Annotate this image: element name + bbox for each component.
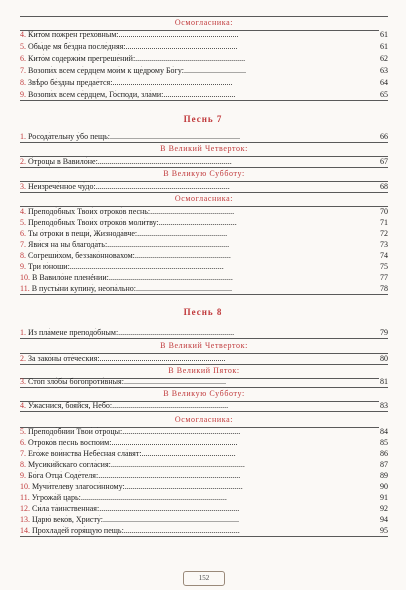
entry-number: 5. [20, 427, 26, 436]
toc-entry[interactable] [20, 354, 388, 365]
toc-entry[interactable] [20, 251, 388, 261]
entry-title: Кито́м пожре́н грехо́вным: [28, 30, 119, 39]
toc-entry[interactable] [20, 482, 388, 492]
leader-dots: ............................................................ [112, 78, 233, 87]
section-header: В Великий Четверток: [20, 143, 388, 157]
leader-dots: ....................................... [158, 218, 237, 227]
entry-page: 72 [380, 229, 388, 238]
toc-entry[interactable] [20, 132, 388, 143]
entry-page: 91 [380, 493, 388, 502]
entry-number: 6. [20, 229, 26, 238]
entry-title: В Вавило́не пленéнии: [32, 273, 109, 282]
entry-number: 11. [20, 493, 30, 502]
entry-title: Согреши́хом, беззако́нновахом: [28, 251, 135, 260]
toc-entry[interactable] [20, 401, 388, 412]
toc-entry[interactable] [20, 493, 388, 503]
leader-dots: ........................................................... [122, 427, 241, 436]
entry-page: 77 [380, 273, 388, 282]
toc-entry[interactable] [20, 262, 388, 272]
toc-entry[interactable] [20, 504, 388, 514]
entry-title: Звѣ́ро бе́здны предае́тся: [28, 78, 113, 87]
entry-number: 4. [20, 30, 26, 39]
section-header: В Великую Субботу: [20, 388, 388, 402]
leader-dots: ......................................................................... [80, 493, 227, 502]
entry-number: 4. [20, 207, 26, 216]
entry-page: 63 [380, 66, 388, 75]
leader-dots: ................................................................... [97, 157, 232, 166]
toc-entry[interactable] [20, 240, 388, 250]
entry-page: 71 [380, 218, 388, 227]
entry-page: 62 [380, 54, 388, 63]
entry-page: 86 [380, 449, 388, 458]
entry-title: Три ю́ноши: [28, 262, 70, 271]
toc-entry[interactable] [20, 54, 388, 64]
leader-dots: ................................................................... [95, 182, 230, 191]
entry-page: 75 [380, 262, 388, 271]
entry-title: Стоп зло́бы богопроти́вныя: [28, 377, 124, 386]
entry-page: 70 [380, 207, 388, 216]
entry-number: 14. [20, 526, 30, 535]
entry-title: Обы́де мя бе́здна после́дняя: [28, 42, 126, 51]
toc-entry[interactable] [20, 90, 388, 101]
entry-title: Преподо́бных Твои́х отроко́в моли́тву: [28, 218, 159, 227]
entry-page: 83 [380, 401, 388, 410]
leader-dots: ............................................................... [99, 354, 226, 363]
entry-number: 7. [20, 240, 26, 249]
leader-dots: ................................................................. [109, 132, 240, 141]
section-header: В Великую Субботу: [20, 168, 388, 182]
entry-title: Отроко́в песнь воспои́м: [28, 438, 112, 447]
toc-entry[interactable] [20, 526, 388, 537]
leader-dots: .................................................................... [102, 515, 239, 524]
leader-dots: ........................................................ [125, 42, 238, 51]
entry-title: О́троцы в Вавило́не: [28, 157, 98, 166]
leader-dots: ................................................ [134, 251, 231, 260]
entry-title: Мусики́йскаго согла́сия: [28, 460, 111, 469]
entry-title: Прохладе́й горя́щую пещь: [32, 526, 124, 535]
leader-dots: ............................... [183, 66, 246, 75]
entry-number: 5. [20, 218, 26, 227]
entry-page: 66 [380, 132, 388, 141]
toc-entry[interactable] [20, 182, 388, 193]
entry-title: Преподо́бных Твои́х отроко́в песнь: [28, 207, 151, 216]
leader-dots: .............................................................. [108, 273, 233, 282]
toc-entry[interactable] [20, 66, 388, 76]
entry-title: Неизрече́нное чу́до: [28, 182, 96, 191]
entry-page: 90 [380, 482, 388, 491]
leader-dots: ....................................................... [135, 54, 246, 63]
leader-dots: ............................................................... [111, 438, 238, 447]
entry-title: За зако́ны оте́ческия: [28, 354, 100, 363]
entry-title: Си́ла та́инственная: [32, 504, 100, 513]
entry-number: 2. [20, 157, 26, 166]
toc-entry[interactable] [20, 229, 388, 239]
entry-page: 89 [380, 471, 388, 480]
toc-entry[interactable] [20, 30, 388, 40]
entry-page: 64 [380, 78, 388, 87]
entry-number: 5. [20, 42, 26, 51]
entry-page: 80 [380, 354, 388, 363]
entry-number: 9. [20, 90, 26, 99]
leader-dots: ............................................................ [118, 30, 239, 39]
leader-dots: .................................... [163, 90, 236, 99]
toc-entry[interactable] [20, 460, 388, 470]
entry-number: 1. [20, 132, 26, 141]
leader-dots: .......................................................... [118, 328, 235, 337]
entry-title: Возопи́х всем се́рдцем, Го́споди, зла́ми: [28, 90, 164, 99]
entry-title: В пусты́ни купину́, неопа́льно: [31, 284, 136, 293]
entry-title: Росода́тельну у́бо пещь: [28, 132, 110, 141]
entry-number: 9. [20, 471, 26, 480]
entry-number: 7. [20, 449, 26, 458]
entry-page: 65 [380, 90, 388, 99]
leader-dots: ............................................. [137, 229, 228, 238]
leader-dots: ....................................................................... [98, 471, 241, 480]
section-header: Осмогласника: [20, 193, 388, 207]
entry-number: 12. [20, 504, 30, 513]
entry-title: Царю́ веко́в, Христу́: [32, 515, 103, 524]
entry-title: Преподо́бнии Твои́ о́троцы: [28, 427, 123, 436]
toc-entry[interactable] [20, 42, 388, 52]
entry-title: Ужасни́ся, боя́йся, Не́бо: [28, 401, 113, 410]
entry-number: 10. [20, 482, 30, 491]
leader-dots: ............................................................................. [69, 262, 224, 271]
entry-number: 8. [20, 251, 26, 260]
toc-entry[interactable] [20, 328, 388, 339]
page-number: 152 [183, 571, 225, 586]
entry-page: 74 [380, 251, 388, 260]
entry-number: 4. [20, 401, 26, 410]
entry-page: 73 [380, 240, 388, 249]
toc-entry[interactable] [20, 427, 388, 437]
toc-entry[interactable] [20, 438, 388, 448]
section-header: Осмогласника: [20, 16, 388, 31]
entry-page: 95 [380, 526, 388, 535]
entry-page: 61 [380, 30, 388, 39]
leader-dots: ........................................................... [124, 482, 243, 491]
entry-number: 11. [20, 284, 30, 293]
toc-entry[interactable] [20, 515, 388, 525]
toc-entry[interactable] [20, 284, 388, 295]
entry-number: 10. [20, 273, 30, 282]
entry-number: 9. [20, 262, 26, 271]
entry-number: 1. [20, 328, 26, 337]
entry-title: Из пла́мене преподо́бным: [28, 328, 119, 337]
entry-page: 81 [380, 377, 388, 386]
entry-page: 92 [380, 504, 388, 513]
toc-entry[interactable] [20, 78, 388, 88]
entry-number: 2. [20, 354, 26, 363]
entry-title: Яви́ся на ны благода́ть: [28, 240, 108, 249]
toc-entry[interactable] [20, 157, 388, 168]
toc-entry[interactable] [20, 273, 388, 283]
entry-page: 79 [380, 328, 388, 337]
leader-dots: .......................................... [150, 207, 235, 216]
entry-title: Кито́м содержи́м прегреше́ний: [28, 54, 136, 63]
entry-page: 67 [380, 157, 388, 166]
entry-title: Возопи́х всем се́рдцем мои́м к ще́дрому Бо́гу: [28, 66, 184, 75]
song-title: Песнь 8 [183, 307, 223, 317]
entry-page: 94 [380, 515, 388, 524]
entry-number: 3. [20, 377, 26, 386]
entry-number: 6. [20, 54, 26, 63]
entry-page: 87 [380, 460, 388, 469]
entry-title: Его́же вои́нства Небе́сная сла́вят: [28, 449, 142, 458]
entry-number: 8. [20, 460, 26, 469]
entry-title: Ты о́троки в пещи́, Жизнода́вче: [28, 229, 138, 238]
section-header: В Великий Пяток: [20, 365, 388, 379]
entry-page: 84 [380, 427, 388, 436]
entry-page: 68 [380, 182, 388, 191]
leader-dots: ................................................ [136, 284, 232, 293]
leader-dots: ...................................................................... [99, 504, 240, 513]
entry-number: 13. [20, 515, 30, 524]
entry-page: 61 [380, 42, 388, 51]
entry-title: Мучи́телеву злагоси́нному: [32, 482, 125, 491]
toc-entry[interactable] [20, 218, 388, 228]
section-header: Осмогласника: [20, 414, 388, 428]
entry-number: 7. [20, 66, 26, 75]
section-header: В Великий Четверток: [20, 340, 388, 354]
leader-dots: ................................................... [123, 377, 226, 386]
entry-title: Угрожа́й царь: [31, 493, 81, 502]
entry-number: 6. [20, 438, 26, 447]
toc-entry[interactable] [20, 207, 388, 217]
leader-dots: ............................................................. [107, 240, 230, 249]
song-title: Песнь 7 [183, 114, 223, 124]
leader-dots: .......................................................... [123, 526, 240, 535]
entry-title: Бо́га Отца́ Соде́теля: [28, 471, 99, 480]
toc-entry[interactable] [20, 449, 388, 459]
leader-dots: ............................................... [141, 449, 236, 458]
toc-entry[interactable] [20, 377, 388, 388]
toc-entry[interactable] [20, 471, 388, 481]
entry-number: 8. [20, 78, 26, 87]
entry-page: 78 [380, 284, 388, 293]
leader-dots: ................................................................... [110, 460, 245, 469]
entry-number: 3. [20, 182, 26, 191]
entry-page: 85 [380, 438, 388, 447]
leader-dots: .......................................................... [112, 401, 229, 410]
